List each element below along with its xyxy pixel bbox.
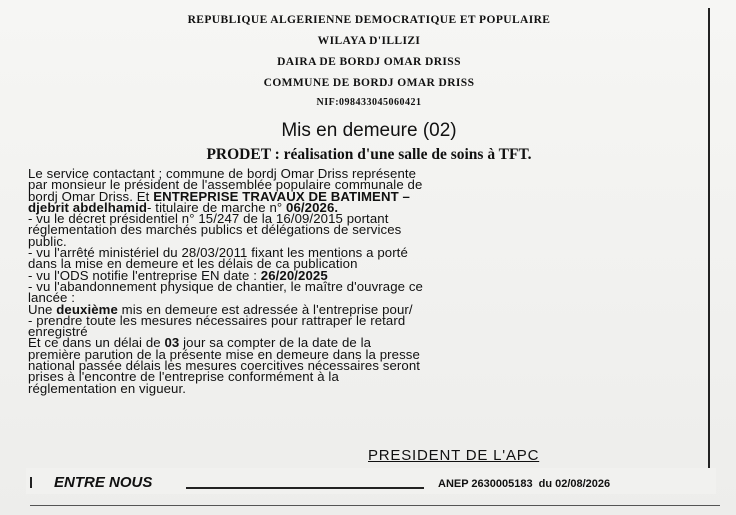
body-line [28, 312, 674, 328]
notice-title: Mis en demeure (02) [281, 120, 457, 141]
notice-ordinal: deuxième [56, 301, 118, 317]
body-text: lancée : [28, 290, 75, 306]
signature-president: PRESIDENT DE L'APC [368, 447, 540, 464]
body-text: Et ce dans un délai de [28, 335, 165, 351]
body-text: réglementation des marchés publics et délégations de services [28, 222, 402, 238]
header-line-commune: COMMUNE DE BORDJ OMAR DRISS [263, 77, 475, 89]
body-text: réglementation en vigueur. [28, 380, 187, 396]
header-nif: NIF:098433045060421 [316, 97, 422, 108]
header-line-wilaya: WILAYA D'ILLIZI [317, 35, 421, 47]
body-text: dans la mise en demeure et les délais de ca publication [28, 256, 358, 272]
footer-divider [186, 487, 424, 489]
body-text: Le service contactant ; commune de bordj Omar Driss représente [28, 166, 417, 181]
body-text: prises à l'encontre de l'entreprise conformément à la [28, 369, 339, 385]
anep-number: ANEP 2630005183 [438, 478, 533, 490]
body-text: - prendre toute les mesures nécessaires pour rattraper le retard [28, 312, 406, 328]
body-text: - vu l'arrêté ministériel du 28/03/2011 fixant les mentions a porté [28, 245, 408, 261]
notice-header [30, 10, 708, 112]
body-text: enregistré [28, 324, 88, 340]
body-line [28, 278, 674, 294]
header-line-republic: REPUBLIQUE ALGERIENNE DEMOCRATIQUE ET POPULAIRE [187, 14, 551, 26]
bottom-rule [30, 505, 720, 506]
deadline-days: 03 [164, 335, 180, 351]
body-text: - vu le décret présidentiel n° 15/247 de la 16/09/2015 portant [28, 211, 389, 227]
header-line-daira: DAIRA DE BORDJ OMAR DRISS [277, 56, 461, 68]
project-heading: PRODET : réalisation d'une salle de soins à TFT. [206, 146, 532, 163]
footer-anep-ref [438, 478, 610, 490]
body-text: jour sa compter de la date de la [179, 335, 372, 351]
notice-body [28, 168, 674, 394]
body-text: - titulaire de marche n° [147, 199, 287, 215]
body-text: mis en demeure est adressée à l'entreprise pour/ [117, 301, 413, 317]
contract-number: 06/2026. [286, 199, 339, 215]
ods-date: 26/20/2025 [260, 267, 328, 283]
body-text: première parution de la présente mise en demeure dans la presse [28, 346, 420, 362]
body-text: Une [28, 301, 57, 317]
body-line [28, 222, 674, 238]
body-text: - vu l'abandonnement physique de chantier, le maître d'ouvrage ce [28, 278, 423, 294]
footer-section-label: ENTRE NOUS [54, 474, 153, 491]
contractor-owner: djebrit abdelhamid [28, 199, 148, 215]
body-text: public. [28, 233, 67, 249]
body-text: par monsieur le président de l'assemblée populaire communale de [28, 177, 423, 193]
body-line [28, 380, 674, 396]
body-text: national passée délais les mesures coercitives nécessaires seront [28, 358, 421, 374]
body-text: bordj Omar Driss. Et [28, 188, 154, 204]
contractor-name: ENTREPRISE TRAVAUX DE BATIMENT – [153, 188, 410, 204]
anep-date: du 02/08/2026 [538, 478, 611, 490]
body-text: - vu l'ODS notifie l'entreprise EN date : [28, 267, 261, 283]
footer-divider [30, 477, 32, 488]
